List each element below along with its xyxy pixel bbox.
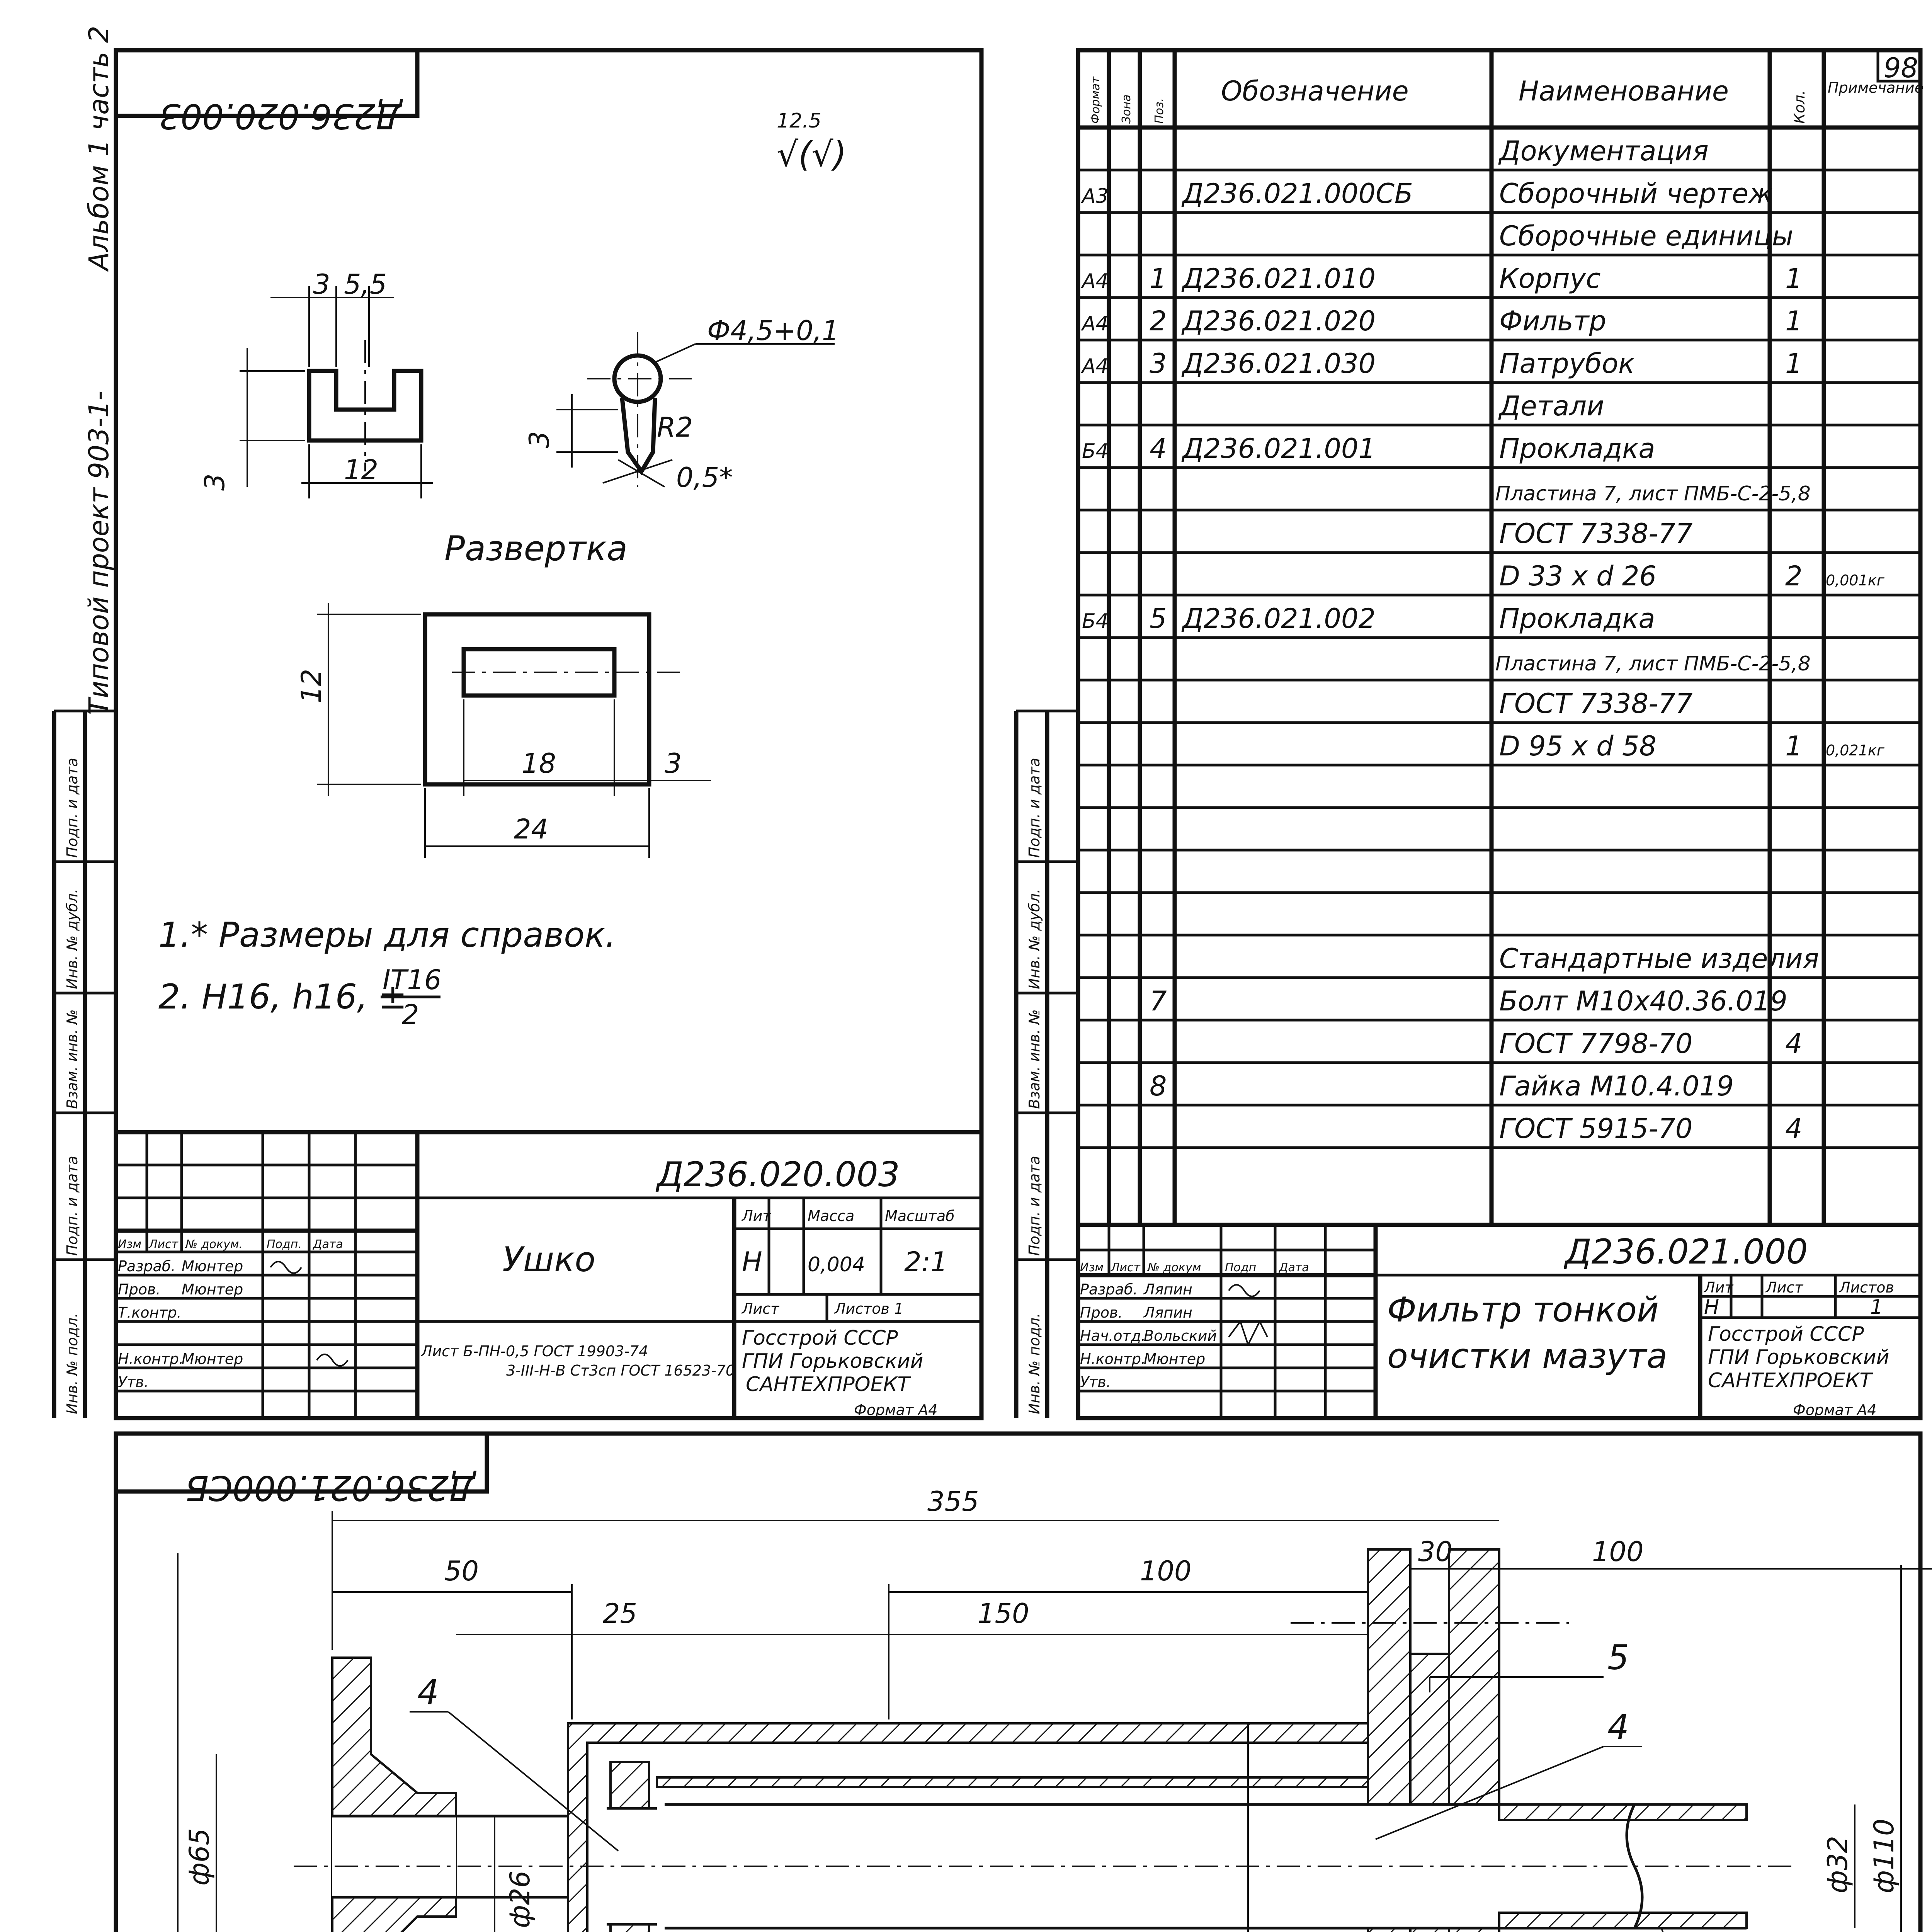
s1-person-1: Мюнтер xyxy=(182,1281,243,1298)
s1-role-1: Пров. xyxy=(118,1281,161,1298)
note-2-denominator: 2 xyxy=(402,999,419,1031)
spec-cell-format: Б4 xyxy=(1082,610,1109,633)
spec-cell-name: D 95 x d 58 xyxy=(1499,730,1656,762)
dim-100-b: 100 xyxy=(1592,1536,1644,1568)
s1-role-4: Н.контр. xyxy=(118,1350,184,1367)
spec-title-code: Д236.021.000 xyxy=(1565,1232,1808,1272)
outlet-top xyxy=(1499,1804,1747,1820)
s2-h-list: Лист xyxy=(1111,1261,1141,1274)
s2-h-izm: Изм xyxy=(1080,1261,1104,1274)
sheet1-org3: САНТЕХПРОЕКТ xyxy=(746,1373,910,1396)
spec-format: Формат А4 xyxy=(1793,1401,1877,1418)
s1-side-0: Инв. № подл. xyxy=(64,1313,81,1414)
s2-signature xyxy=(1229,1321,1267,1345)
sheet1-list: Лист xyxy=(742,1300,779,1317)
spec-cell-name: Прокладка xyxy=(1499,433,1655,464)
s1-signature-2 xyxy=(317,1354,348,1366)
sheet1-part-name: Ушко xyxy=(502,1240,596,1279)
sheet1-mass-h: Масса xyxy=(808,1208,855,1225)
s1-h-podp: Подп. xyxy=(267,1238,302,1251)
spec-cell-name: Документация xyxy=(1499,135,1709,167)
s2-person-1: Ляпин xyxy=(1144,1304,1192,1321)
spec-cell-name: Прокладка xyxy=(1499,603,1655,634)
sheet-specification xyxy=(1016,50,1923,1418)
dim-18: 18 xyxy=(522,748,556,779)
leader-4-right: 4 xyxy=(1607,1707,1629,1747)
spec-cell-qty: 4 xyxy=(1785,1028,1803,1060)
spec-cell-name: Детали xyxy=(1499,390,1604,422)
spec-cell-code: Д236.021.010 xyxy=(1182,263,1376,294)
spec-cell-format: А4 xyxy=(1082,312,1109,335)
s1-h-doc: № докум. xyxy=(185,1238,243,1251)
note-2-it16: IT16 xyxy=(383,964,442,996)
dim-25: 25 xyxy=(603,1598,638,1629)
dim-24: 24 xyxy=(514,813,549,845)
dim-12: 12 xyxy=(344,454,379,486)
sheet1-material-1: Лист Б-ПН-0,5 ГОСТ 19903-74 xyxy=(421,1343,648,1360)
leader-4-left: 4 xyxy=(417,1672,439,1712)
sheet1-org2: ГПИ Горьковский xyxy=(742,1350,923,1373)
spec-cell-name: Фильтр xyxy=(1499,305,1606,337)
dim-diameter-4-5: Ф4,5+0,1 xyxy=(707,315,839,347)
spec-org3: САНТЕХПРОЕКТ xyxy=(1708,1369,1872,1392)
sheet1-material-2: 3-III-Н-В Ст3сп ГОСТ 16523-70 xyxy=(506,1362,735,1379)
spec-cell-name: ГОСТ 7338-77 xyxy=(1499,518,1693,549)
spec-list: Лист xyxy=(1766,1279,1803,1296)
spec-cell-name: Сборочный чертеж xyxy=(1499,178,1773,209)
spec-name-1: Фильтр тонкой xyxy=(1387,1290,1659,1330)
s2-h-date: Дата xyxy=(1279,1261,1309,1274)
spec-lit: Лит xyxy=(1704,1279,1733,1296)
s1-role-5: Утв. xyxy=(118,1374,149,1391)
spec-cell-qty: 1 xyxy=(1785,730,1803,762)
s1-signature xyxy=(270,1262,301,1273)
spec-name-2: очистки мазута xyxy=(1387,1336,1668,1376)
s2-side-0: Инв. № подл. xyxy=(1026,1313,1043,1414)
dim-50: 50 xyxy=(444,1555,479,1587)
s1-h-izm: Изм xyxy=(118,1238,142,1251)
dim-150: 150 xyxy=(978,1598,1029,1629)
dim-30: 30 xyxy=(1418,1536,1453,1568)
spec-cell-qty: 4 xyxy=(1785,1113,1803,1145)
spec-cell-name: D 33 x d 26 xyxy=(1499,560,1656,592)
spec-cell-name: Пластина 7, лист ПМБ-С-2-5,8 xyxy=(1495,652,1811,675)
s2-role-0: Разраб. xyxy=(1080,1281,1138,1298)
spec-cell-name: Патрубок xyxy=(1499,348,1635,379)
sheet1-org1: Госстрой СССР xyxy=(742,1327,898,1350)
s2-role-2: Нач.отд. xyxy=(1080,1327,1146,1344)
spec-cell-note: 0,001кг xyxy=(1826,572,1884,589)
dim-d65: ф65 xyxy=(184,1828,215,1886)
dim-3-top: 3 xyxy=(313,269,330,300)
spec-cell-format: А3 xyxy=(1082,185,1109,208)
spec-cell-code: Д236.021.030 xyxy=(1182,348,1376,379)
spec-cell-pos: 3 xyxy=(1150,348,1167,379)
s1-side-1: Подп. и дата xyxy=(64,1156,81,1256)
leader-5: 5 xyxy=(1607,1638,1629,1677)
s2-role-1: Пров. xyxy=(1080,1304,1123,1321)
note-1: 1.* Размеры для справок. xyxy=(158,915,616,955)
sheet1-mirrored-code: Д236.020.003 xyxy=(159,96,402,136)
s2-role-3: Н.контр. xyxy=(1080,1350,1146,1367)
s1-person-4: Мюнтер xyxy=(182,1350,243,1367)
s2-person-2: Вольский xyxy=(1144,1327,1217,1344)
dim-3-loop: 3 xyxy=(524,431,555,448)
assembly-mirrored-code: Д236.021.000СБ xyxy=(185,1468,475,1508)
sheet1-lit-h: Лит xyxy=(742,1208,771,1225)
ushko-front-view xyxy=(240,286,433,498)
spec-header-format: Формат xyxy=(1089,77,1102,124)
spec-header-note: Примечание xyxy=(1828,79,1924,96)
sheet1-scale-h: Масштаб xyxy=(885,1208,955,1225)
spec-cell-code: Д236.021.000СБ xyxy=(1182,178,1413,209)
spec-cell-qty: 1 xyxy=(1785,348,1803,379)
spec-cell-pos: 8 xyxy=(1150,1070,1167,1102)
s2-h-doc: № докум xyxy=(1148,1261,1201,1274)
roughness-value: 12.5 xyxy=(777,109,821,133)
spec-list-val: 1 xyxy=(1870,1296,1883,1319)
spec-cell-pos: 4 xyxy=(1150,433,1167,464)
s2-signature-2 xyxy=(1229,1285,1260,1296)
dim-d110: ф110 xyxy=(1868,1818,1900,1893)
s2-side-2: Взам. инв. № xyxy=(1026,1009,1043,1109)
dim-d32-outlet: ф32 xyxy=(1822,1836,1854,1893)
dim-355: 355 xyxy=(927,1486,979,1517)
spec-header-name: Наименование xyxy=(1519,75,1729,107)
spec-cell-code: Д236.021.020 xyxy=(1182,305,1376,337)
spec-cell-name: ГОСТ 7338-77 xyxy=(1499,688,1693,719)
spec-cell-name: Пластина 7, лист ПМБ-С-2-5,8 xyxy=(1495,482,1811,505)
dim-r2: R2 xyxy=(657,412,693,443)
s2-side-1: Подп. и дата xyxy=(1026,1156,1043,1256)
s1-h-date: Дата xyxy=(313,1238,343,1251)
spec-listov: Листов xyxy=(1839,1279,1894,1296)
spec-cell-format: Б4 xyxy=(1082,440,1109,463)
s1-side-3: Инв. № дубл. xyxy=(64,889,81,989)
spec-cell-name: Сборочные единицы xyxy=(1499,220,1793,252)
spec-cell-format: А4 xyxy=(1082,355,1109,378)
spec-cell-qty: 1 xyxy=(1785,263,1803,294)
s2-side-3: Инв. № дубл. xyxy=(1026,889,1043,989)
sheet1-mass: 0,004 xyxy=(808,1253,865,1276)
dim-0-5: 0,5* xyxy=(676,462,733,493)
sheet1-scale: 2:1 xyxy=(904,1246,948,1278)
razvertka-label: Развертка xyxy=(444,529,628,568)
sheet-ushko xyxy=(54,50,981,1418)
roughness-symbol: √(√) xyxy=(777,134,847,174)
s1-side-4: Подп. и дата xyxy=(64,758,81,858)
sheet1-title-code: Д236.020.003 xyxy=(657,1155,900,1194)
s2-h-podp: Подп xyxy=(1225,1261,1257,1274)
sheet1-listov: Листов 1 xyxy=(835,1300,904,1317)
spec-cell-name: Корпус xyxy=(1499,263,1601,294)
spec-header-qty: Кол. xyxy=(1791,90,1808,124)
typical-project-label: Типовой проект 903-1- xyxy=(83,391,115,715)
spec-cell-pos: 1 xyxy=(1150,263,1167,294)
s1-side-2: Взам. инв. № xyxy=(64,1009,81,1109)
s1-role-2: Т.контр. xyxy=(118,1304,182,1321)
album-label: Альбом 1 часть 2 xyxy=(83,26,115,270)
s2-person-0: Ляпин xyxy=(1144,1281,1192,1298)
dim-3-dev: 3 xyxy=(665,748,682,779)
dim-5-5: 5,5 xyxy=(344,269,387,300)
s2-side-4: Подп. и дата xyxy=(1026,758,1043,858)
spec-cell-name: ГОСТ 7798-70 xyxy=(1499,1028,1693,1060)
dim-d26: ф26 xyxy=(504,1871,536,1928)
dim-12-dev: 12 xyxy=(296,668,327,703)
spec-cell-name: Гайка М10.4.019 xyxy=(1499,1070,1734,1102)
outlet-bottom xyxy=(1499,1913,1747,1928)
spec-header-zone: Зона xyxy=(1120,94,1133,124)
page-number: 98 xyxy=(1884,52,1918,84)
spec-cell-name: Стандартные изделия xyxy=(1499,943,1819,975)
spec-cell-pos: 7 xyxy=(1150,985,1167,1017)
spec-grid xyxy=(1078,50,1923,1225)
spec-cell-note: 0,021кг xyxy=(1826,742,1884,759)
spec-cell-name: ГОСТ 5915-70 xyxy=(1499,1113,1693,1145)
body-shell xyxy=(568,1723,1406,1932)
sheet1-lit-val: Н xyxy=(742,1246,762,1278)
spec-cell-qty: 1 xyxy=(1785,305,1803,337)
spec-header-code: Обозначение xyxy=(1221,75,1409,107)
spec-org2: ГПИ Горьковский xyxy=(1708,1346,1889,1369)
spec-cell-pos: 5 xyxy=(1150,603,1167,634)
spec-header-pos: Поз. xyxy=(1153,98,1166,124)
s2-person-3: Мюнтер xyxy=(1144,1350,1206,1367)
sheet1-format: Формат А4 xyxy=(854,1401,938,1418)
filter-top xyxy=(657,1777,1368,1787)
spec-cell-format: А4 xyxy=(1082,270,1109,293)
spec-cell-code: Д236.021.001 xyxy=(1182,433,1376,464)
spec-org1: Госстрой СССР xyxy=(1708,1323,1864,1346)
dim-100-a: 100 xyxy=(1140,1555,1192,1587)
spec-cell-pos: 2 xyxy=(1150,305,1167,337)
dim-3-left: 3 xyxy=(199,473,231,491)
sheet1-side-fields xyxy=(54,711,116,1418)
spec-lit-val: Н xyxy=(1704,1296,1719,1319)
note-2: 2. Н16, h16, ± xyxy=(158,977,407,1017)
spec-cell-name: Болт М10х40.36.019 xyxy=(1499,985,1787,1017)
s1-role-0: Разраб. xyxy=(118,1258,176,1275)
spec-cell-code: Д236.021.002 xyxy=(1182,603,1376,634)
spec-cell-qty: 2 xyxy=(1785,560,1803,592)
s1-h-list: Лист xyxy=(149,1238,179,1251)
s1-person-0: Мюнтер xyxy=(182,1258,243,1275)
s2-role-4: Утв. xyxy=(1080,1374,1111,1391)
sheet-assembly xyxy=(54,1434,1932,1932)
